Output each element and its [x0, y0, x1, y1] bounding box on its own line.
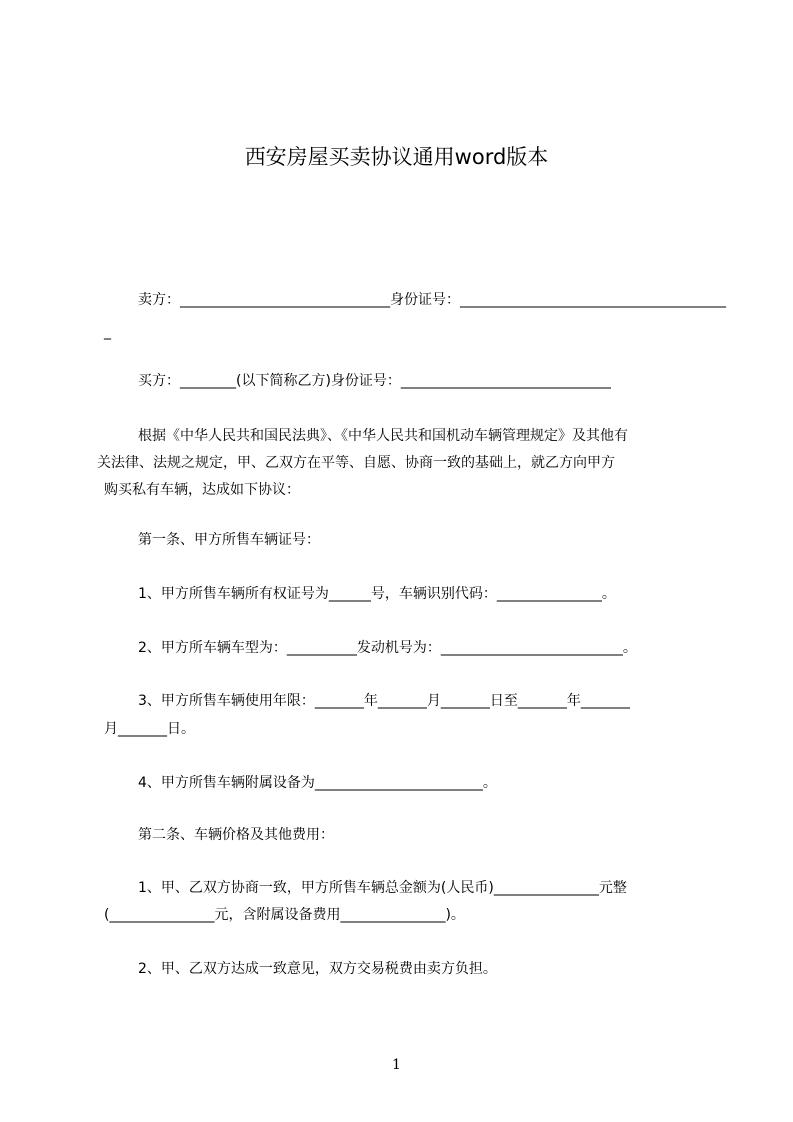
document-title: 西安房屋买卖协议通用word版本: [244, 145, 549, 169]
seller-line: 卖方：______________________________身份证号：______________________________________: [138, 292, 726, 308]
article-1-item-1: 1、甲方所售车辆所有权证号为______号，车辆识别代码：_______________。: [138, 586, 616, 602]
seller-line-continuation: _: [104, 324, 111, 340]
buyer-line: 买方：________(以下简称乙方)身份证号：______________________________: [138, 373, 611, 389]
article-1-item-2: 2、甲方所车辆车型为：__________发动机号为：__________________________。: [138, 640, 637, 656]
intro-paragraph-line-1: 根据《中华人民共和国民法典》、《中华人民共和国机动车辆管理规定》及其他有: [138, 428, 628, 444]
article-2-item-1: 1、甲、乙双方协商一致，甲方所售车辆总金额为(人民币)_______________元整: [138, 880, 627, 896]
intro-paragraph-line-2: 关法律、法规之规定，甲、乙双方在平等、自愿、协商一致的基础上，就乙方向甲方: [97, 455, 615, 471]
intro-paragraph-line-3: 购买私有车辆，达成如下协议：: [104, 482, 300, 498]
article-2-heading: 第二条、车辆价格及其他费用：: [138, 827, 334, 843]
article-1-item-3: 3、甲方所售车辆使用年限：_______年_______月_______日至_______年_______: [138, 693, 630, 709]
page-number: 1: [392, 1057, 401, 1073]
article-2-item-2: 2、甲、乙双方达成一致意见，双方交易税费由卖方负担。: [138, 961, 497, 977]
article-1-item-3-continuation: 月_______日。: [104, 721, 195, 737]
article-1-item-4: 4、甲方所售车辆附属设备为________________________。: [138, 775, 497, 791]
article-2-item-1-continuation: (_______________元，含附属设备费用_______________)。: [104, 907, 465, 923]
article-1-heading: 第一条、甲方所售车辆证号：: [138, 532, 320, 548]
